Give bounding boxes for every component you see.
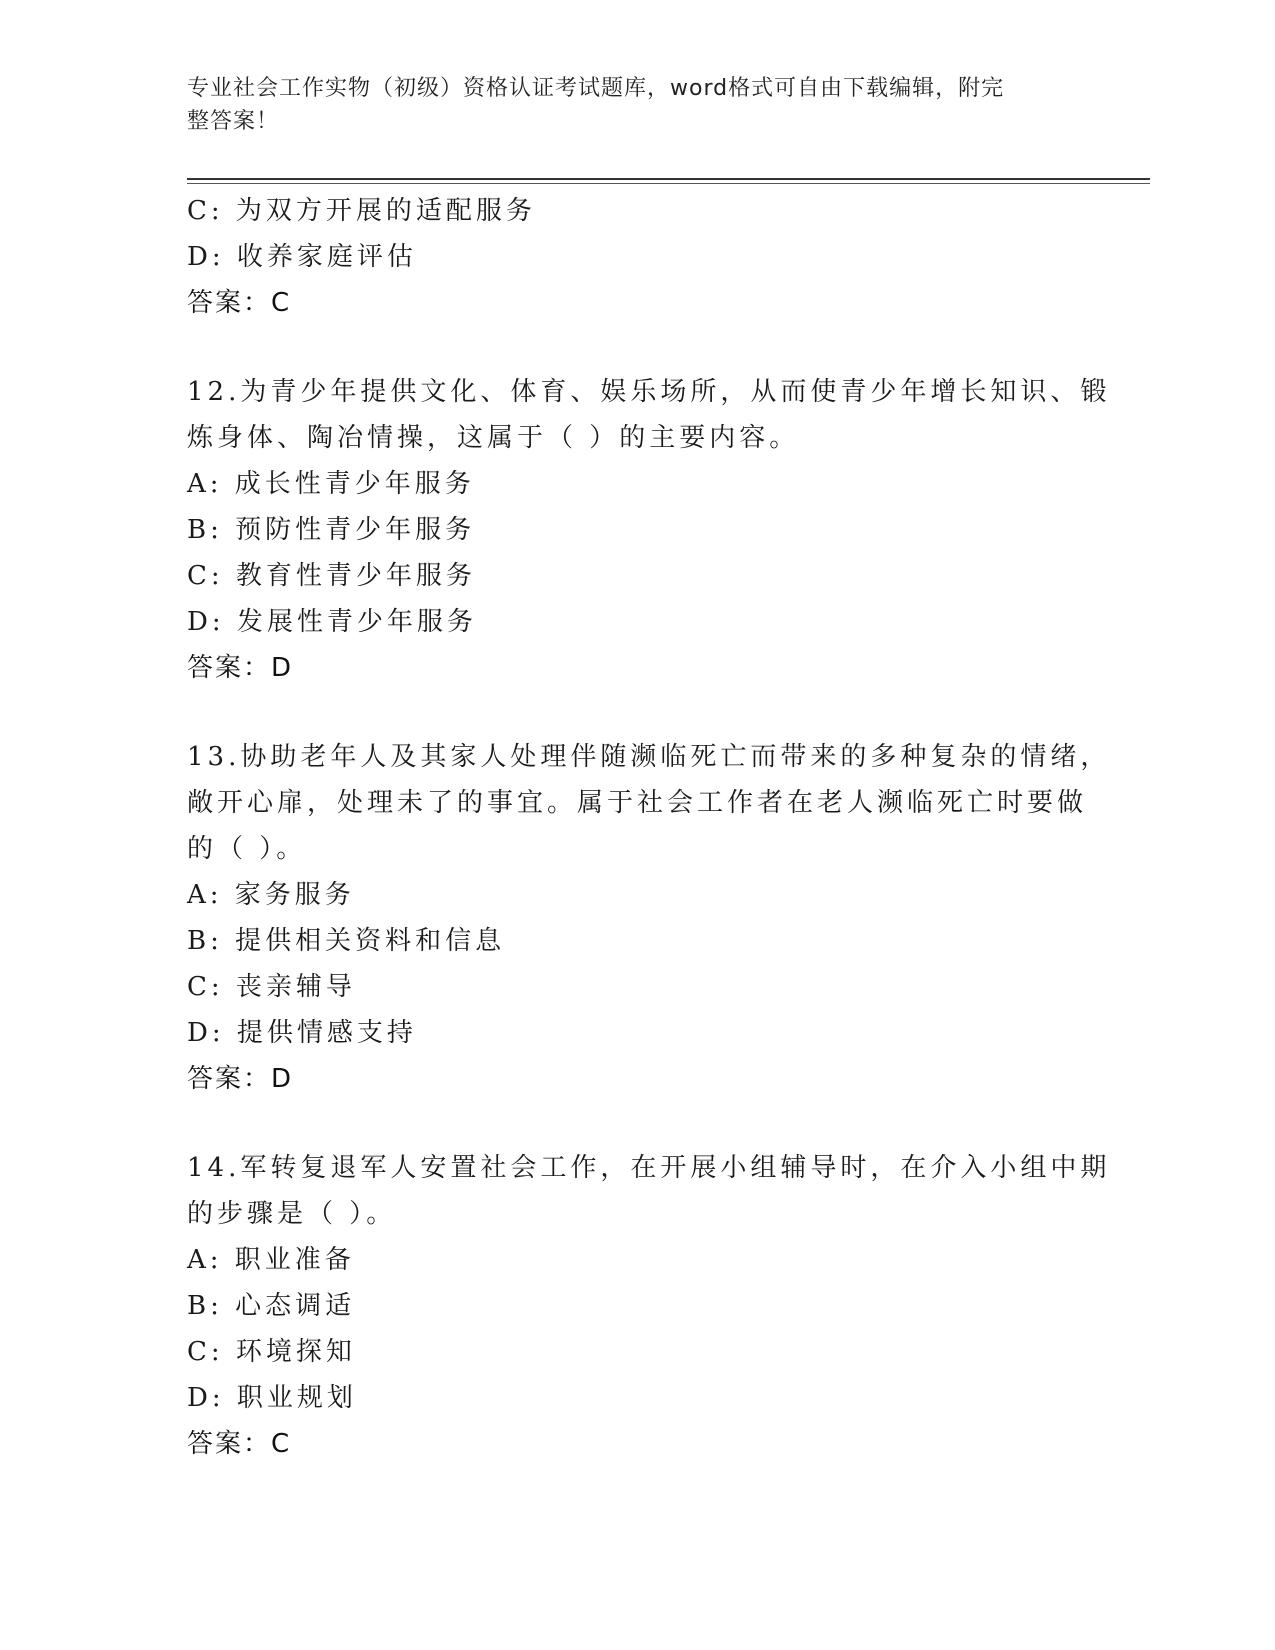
answer: 答案：D [187,1064,294,1094]
question-12 [187,369,1111,691]
spacer [187,691,1087,734]
header-line-2: 整答案！ [187,109,280,134]
question-stem: 13.协助老年人及其家人处理伴随濒临死亡而带来的多种复杂的情绪， [187,742,1111,772]
option-d: D: 收养家庭评估 [187,242,417,272]
question-stem: 敞开心扉，处理未了的事宜。属于社会工作者在老人濒临死亡时要做 [187,788,1088,818]
option-a: A: 成长性青少年服务 [187,469,475,499]
question-stem: 的（ ）。 [187,834,307,864]
question-14 [187,1145,1111,1467]
option-d: D: 职业规划 [187,1383,357,1413]
option-b: B: 提供相关资料和信息 [187,926,506,956]
answer: 答案：C [187,1429,292,1459]
header-divider-thick [187,178,1150,180]
question-stem: 14.军转复退军人安置社会工作，在开展小组辅导时，在介入小组中期 [187,1153,1111,1183]
header-line-1: 专业社会工作实物（初级）资格认证考试题库，word格式可自由下载编辑，附完 [187,76,1005,101]
question-list [187,188,1111,1467]
option-d: D: 发展性青少年服务 [187,607,477,637]
option-a: A: 职业准备 [187,1245,355,1275]
question-11 [187,188,1087,326]
question-stem: 炼身体、陶冶情操，这属于（ ）的主要内容。 [187,423,800,453]
option-c: C: 为双方开展的适配服务 [187,196,536,226]
option-a: A: 家务服务 [187,880,355,910]
answer: 答案：C [187,288,292,318]
header-divider-thin [187,183,1150,184]
option-b: B: 心态调适 [187,1291,356,1321]
spacer [187,326,1087,369]
page-header [187,72,1067,138]
question-13 [187,734,1111,1102]
question-stem: 12.为青少年提供文化、体育、娱乐场所，从而使青少年增长知识、锻 [187,377,1111,407]
option-c: C: 丧亲辅导 [187,972,356,1002]
option-b: B: 预防性青少年服务 [187,515,476,545]
option-c: C: 教育性青少年服务 [187,561,476,591]
option-c: C: 环境探知 [187,1337,356,1367]
option-d: D: 提供情感支持 [187,1018,417,1048]
answer: 答案：D [187,653,294,683]
spacer [187,1102,1087,1145]
question-stem: 的步骤是（ ）。 [187,1199,397,1229]
